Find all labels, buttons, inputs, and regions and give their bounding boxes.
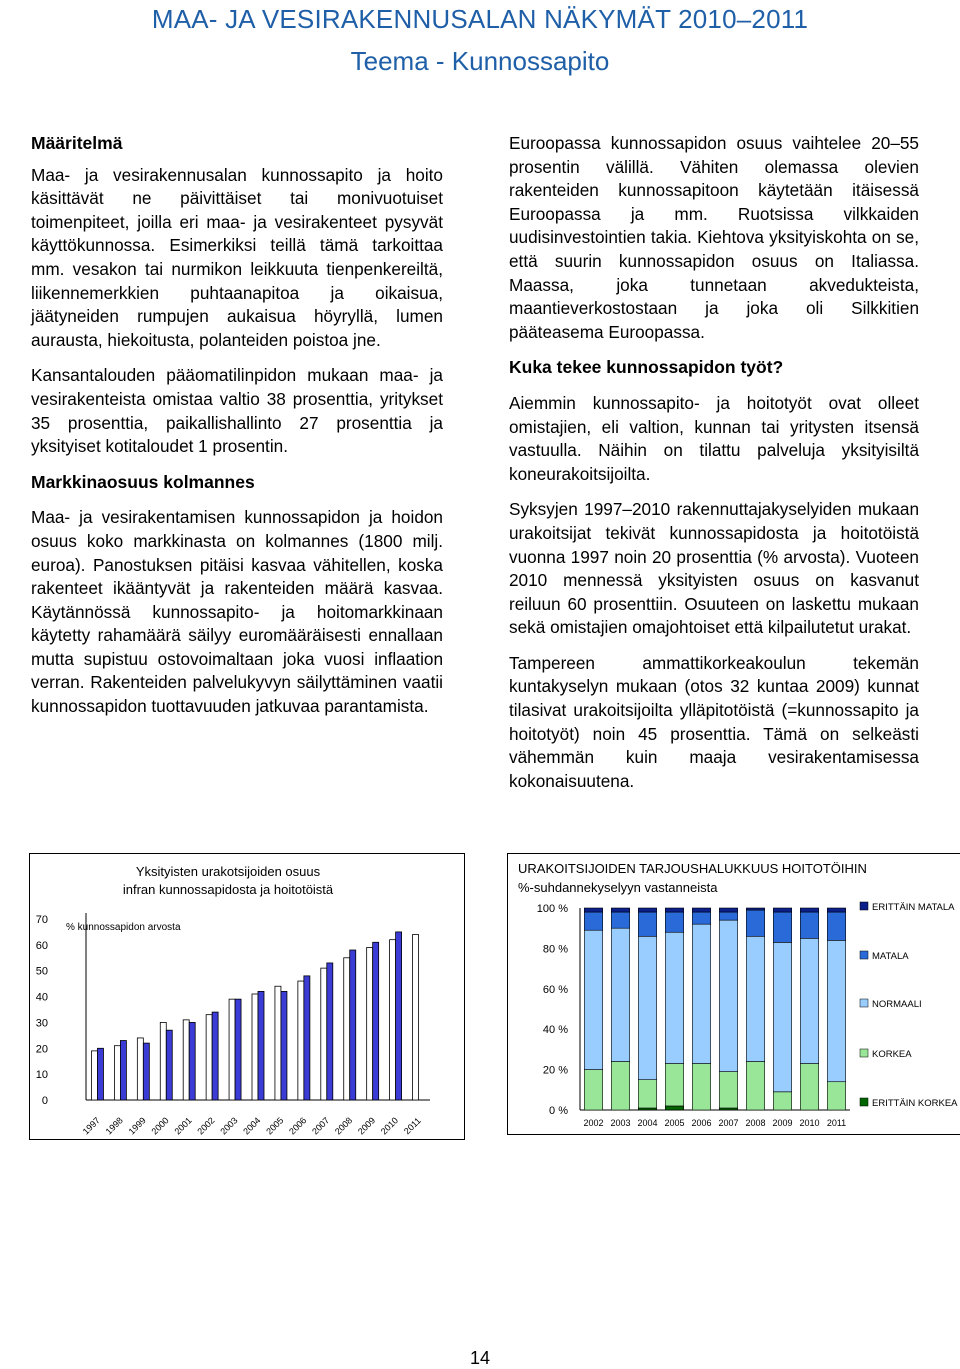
x-tick-label: 2010	[799, 1118, 820, 1128]
bar	[114, 1046, 120, 1100]
bar	[373, 942, 379, 1100]
legend-label: ERITTÄIN KORKEA	[872, 1098, 958, 1109]
bar-segment	[692, 1064, 710, 1110]
y-tick-label: 40	[35, 991, 48, 1004]
bar	[304, 976, 310, 1100]
x-tick-label: 2003	[218, 1115, 240, 1137]
legend-label: ERITTÄIN MATALA	[872, 902, 955, 913]
legend-label: MATALA	[872, 951, 909, 962]
bar-segment	[719, 1072, 737, 1108]
x-tick-label: 2000	[149, 1115, 171, 1137]
x-tick-label: 2007	[310, 1115, 332, 1137]
x-tick-label: 2009	[772, 1118, 793, 1128]
bar-segment	[746, 908, 764, 910]
legend-label: KORKEA	[872, 1049, 912, 1060]
bar-segment	[665, 912, 683, 932]
bar	[183, 1020, 189, 1100]
paragraph-ownership: Kansantalouden pääomatilinpidon mukaan maa- ja vesirakenteista omistaa valtio 38 prosenttia, yritykset 35 prosenttia, paikallishallinto 27 prosenttia ja yksityiset kotitaloudet 1 prosentin.	[31, 365, 443, 457]
bar-segment	[611, 912, 629, 928]
chart-title-line: Yksityisten urakotsijoiden osuus	[135, 864, 321, 879]
y-tick-label: 30	[35, 1017, 48, 1030]
bar-segment	[584, 912, 602, 930]
bar-segment	[692, 908, 710, 912]
bar-segment	[800, 908, 818, 912]
chart-tender-willingness-frame	[507, 853, 960, 1135]
bar-segment	[773, 908, 791, 912]
bar-segment	[611, 1062, 629, 1110]
chart-title-line: infran kunnossapidosta ja hoitotöistä	[122, 882, 334, 897]
x-tick-label: 2006	[287, 1115, 309, 1137]
bar	[275, 986, 281, 1100]
chart-private-share	[30, 854, 464, 1139]
x-tick-label: 2004	[637, 1118, 658, 1128]
x-tick-label: 2008	[745, 1118, 766, 1128]
bar	[137, 1038, 143, 1100]
right-column	[509, 132, 919, 805]
bar	[281, 991, 287, 1100]
bar-segment	[800, 1064, 818, 1110]
legend-swatch	[860, 902, 868, 910]
bar	[189, 1022, 195, 1100]
bar-segment	[584, 930, 602, 1069]
y-tick-label: 20	[35, 1043, 48, 1056]
page-subtitle: Teema - Kunnossapito	[350, 46, 610, 76]
paragraph-europe: Euroopassa kunnossapidon osuus vaihtelee 20–55 prosentin välillä. Vähiten olemassa olevien rakenteiden kunnossapitoon käytetään itäisessä Euroopassa ja mm. Ruotsissa vilkkaiden uudisinvestointien takia. Kiehtova yksityiskohta on se, että suurin kunnossapidon osuus on Italiassa. Maassa, joka tunnetaan akvedukteista, maantieverkostostaan ja joka oli Silkkitien pääteasema Euroopassa.	[509, 133, 919, 342]
paragraph-history: Aiemmin kunnossapito- ja hoitotyöt ovat olleet omistajien, eli valtion, kunnan tai yritysten itsensä vastuulla. Näihin on tilattu palveluja yksityisiltä koneurakoitsijoilta.	[509, 392, 919, 484]
x-tick-label: 2004	[241, 1115, 263, 1137]
y-tick-label: 60 %	[542, 983, 568, 996]
heading-definition: Määritelmä	[31, 133, 123, 153]
chart-tender-willingness	[508, 854, 960, 1134]
page-number: 14	[469, 1348, 491, 1368]
bar	[229, 999, 235, 1100]
bar	[212, 1012, 218, 1100]
x-tick-label: 2007	[718, 1118, 739, 1128]
bar	[252, 994, 258, 1100]
left-column	[31, 132, 443, 731]
bar	[344, 958, 350, 1100]
paragraph-municipal: Tampereen ammattikorkeakoulun tekemän kuntakyselyn mukaan (otos 32 kuntaa 2009) kunnat tilasivat urakoitsijoilta ylläpitotöistä (=kunnossapito ja hoitotyöt) noin 45 prosenttia. Tämä on selkeästi vähemmän kuin maaja vesirakentamisessa kokonaisuutena.	[509, 652, 919, 791]
bar	[396, 932, 402, 1100]
bar	[143, 1043, 149, 1100]
bar-segment	[584, 1070, 602, 1110]
bar-segment	[638, 908, 656, 912]
bar-segment	[719, 1108, 737, 1110]
bar	[298, 981, 304, 1100]
y-tick-label: 100 %	[536, 903, 568, 915]
bar-segment	[827, 1082, 845, 1110]
x-tick-label: 2002	[195, 1115, 217, 1137]
bar-segment	[800, 938, 818, 1063]
x-tick-label: 2005	[264, 1115, 286, 1137]
x-tick-label: 2001	[172, 1115, 194, 1137]
bar-segment	[665, 932, 683, 1063]
bar-segment	[638, 1080, 656, 1108]
bar	[160, 1022, 166, 1100]
paragraph-market-share: Maa- ja vesirakentamisen kunnossapidon ja hoidon osuus koko markkinasta on kolmannes (1800 milj. euroa). Panostuksen pitäisi kasvaa vähitellen, koska rakenteet ikääntyvät ja rakenteiden määrä kasvaa. Käytännössä kunnossapito- ja hoitomarkkinaan käytetty rahamäärä säilyy euromääräisesti ennallaan mutta supistuu ostovoimaltaan joka vuosi inflaation verran. Rakenteiden palvelukyvyn säilyttäminen vaatii kunnossapidon tuottavuuden jatkuvaa parantamista.	[31, 507, 443, 717]
bar-segment	[746, 1062, 764, 1110]
heading-market-share: Markkinaosuus kolmannes	[31, 471, 255, 492]
bar-segment	[692, 912, 710, 924]
bar	[235, 999, 241, 1100]
bar-segment	[638, 912, 656, 936]
bar-segment	[611, 908, 629, 912]
x-tick-label: 2005	[664, 1118, 685, 1128]
y-tick-label: 50	[35, 965, 48, 978]
bar-segment	[827, 908, 845, 912]
paragraph-survey: Syksyjen 1997–2010 rakennuttajakyselyiden mukaan urakoitsijat tekivät kunnossapidosta ja hoitotöistä vuonna 1997 noin 20 prosenttia (% arvosta). Vuoteen 2010 mennessä yksityisten osuus on kasvanut reiluun 60 prosenttiin. Osuuteen on laskettu mukaan sekä omistajien omajohtoiset että kilpailutetut urakat.	[509, 499, 919, 638]
legend-swatch	[860, 1049, 868, 1057]
paragraph-definition: Maa- ja vesirakennusalan kunnossapito ja hoito käsittävät ne päivittäiset tai monivuotuiset toimenpiteet, joilla eri maa- ja vesirakenteet pysyvät käyttökunnossa. Esimerkiksi teillä tämä tarkoittaa mm. vesakon tai nurmikon leikkuuta tienpenkereiltä, liikennemerkkien puhtaanapitoa ja oikaisua, jäätyneiden rumpujen aukaisua höyryllä, lumen aurausta, hiekoitusta, polanteiden poistoa jne.	[31, 164, 443, 350]
bar-segment	[611, 928, 629, 1061]
y-tick-label: 10	[35, 1069, 48, 1082]
x-tick-label: 2011	[402, 1115, 423, 1137]
bar	[327, 963, 333, 1100]
bar-segment	[827, 912, 845, 940]
chart-title: URAKOITSIJOIDEN TARJOUSHALUKKUUS HOITOTÖIHIN	[518, 861, 867, 876]
chart-private-share-frame	[29, 853, 465, 1140]
x-tick-label: 2006	[691, 1118, 712, 1128]
bar-segment	[719, 908, 737, 912]
bar	[321, 968, 327, 1100]
x-tick-label: 2009	[355, 1115, 378, 1137]
bar	[350, 950, 356, 1100]
x-tick-label: 2003	[610, 1118, 631, 1128]
x-tick-label: 1998	[103, 1115, 125, 1137]
bar	[97, 1048, 103, 1100]
bar	[91, 1051, 97, 1100]
bar-segment	[638, 1108, 656, 1110]
bar-segment	[719, 920, 737, 1072]
bar-segment	[800, 912, 818, 938]
x-tick-label: 1997	[80, 1115, 102, 1137]
bar-segment	[773, 1092, 791, 1110]
x-tick-label: 2002	[583, 1118, 604, 1128]
bar	[390, 940, 396, 1100]
bar-segment	[584, 908, 602, 912]
x-tick-label: 1999	[126, 1115, 148, 1137]
bar	[206, 1015, 212, 1100]
y-tick-label: 40 %	[542, 1024, 568, 1037]
x-tick-label: 2010	[378, 1115, 401, 1137]
y-axis-label: % kunnossapidon arvosta	[66, 922, 181, 933]
bar-segment	[665, 1064, 683, 1106]
bar-segment	[773, 912, 791, 942]
bar	[258, 991, 264, 1100]
bar-segment	[665, 908, 683, 912]
legend-swatch	[860, 1098, 868, 1106]
bar	[166, 1030, 172, 1100]
y-tick-label: 20 %	[542, 1064, 568, 1077]
legend-swatch	[860, 999, 868, 1007]
y-tick-label: 0	[41, 1095, 48, 1107]
bar-segment	[746, 910, 764, 936]
bar-segment	[746, 936, 764, 1061]
bar-segment	[719, 912, 737, 920]
legend-swatch	[860, 951, 868, 959]
x-tick-label: 2011	[826, 1118, 847, 1128]
bar-segment	[773, 942, 791, 1091]
bar	[413, 935, 419, 1100]
y-tick-label: 70	[35, 914, 48, 926]
bar	[367, 947, 373, 1100]
y-tick-label: 60	[35, 939, 48, 952]
y-tick-label: 0 %	[549, 1105, 568, 1117]
heading-who-does: Kuka tekee kunnossapidon työt?	[509, 357, 784, 378]
bar-segment	[665, 1106, 683, 1110]
bar-segment	[638, 936, 656, 1079]
x-tick-label: 2008	[332, 1115, 355, 1137]
page-title: MAA- JA VESIRAKENNUSALAN NÄKYMÄT 2010–2011	[151, 4, 809, 34]
legend-label: NORMAALI	[872, 999, 922, 1010]
bar-segment	[692, 924, 710, 1063]
chart-subtitle: %-suhdannekyselyyn vastanneista	[518, 880, 718, 895]
y-tick-label: 80 %	[542, 943, 568, 956]
bar-segment	[827, 940, 845, 1081]
bar	[120, 1041, 126, 1100]
